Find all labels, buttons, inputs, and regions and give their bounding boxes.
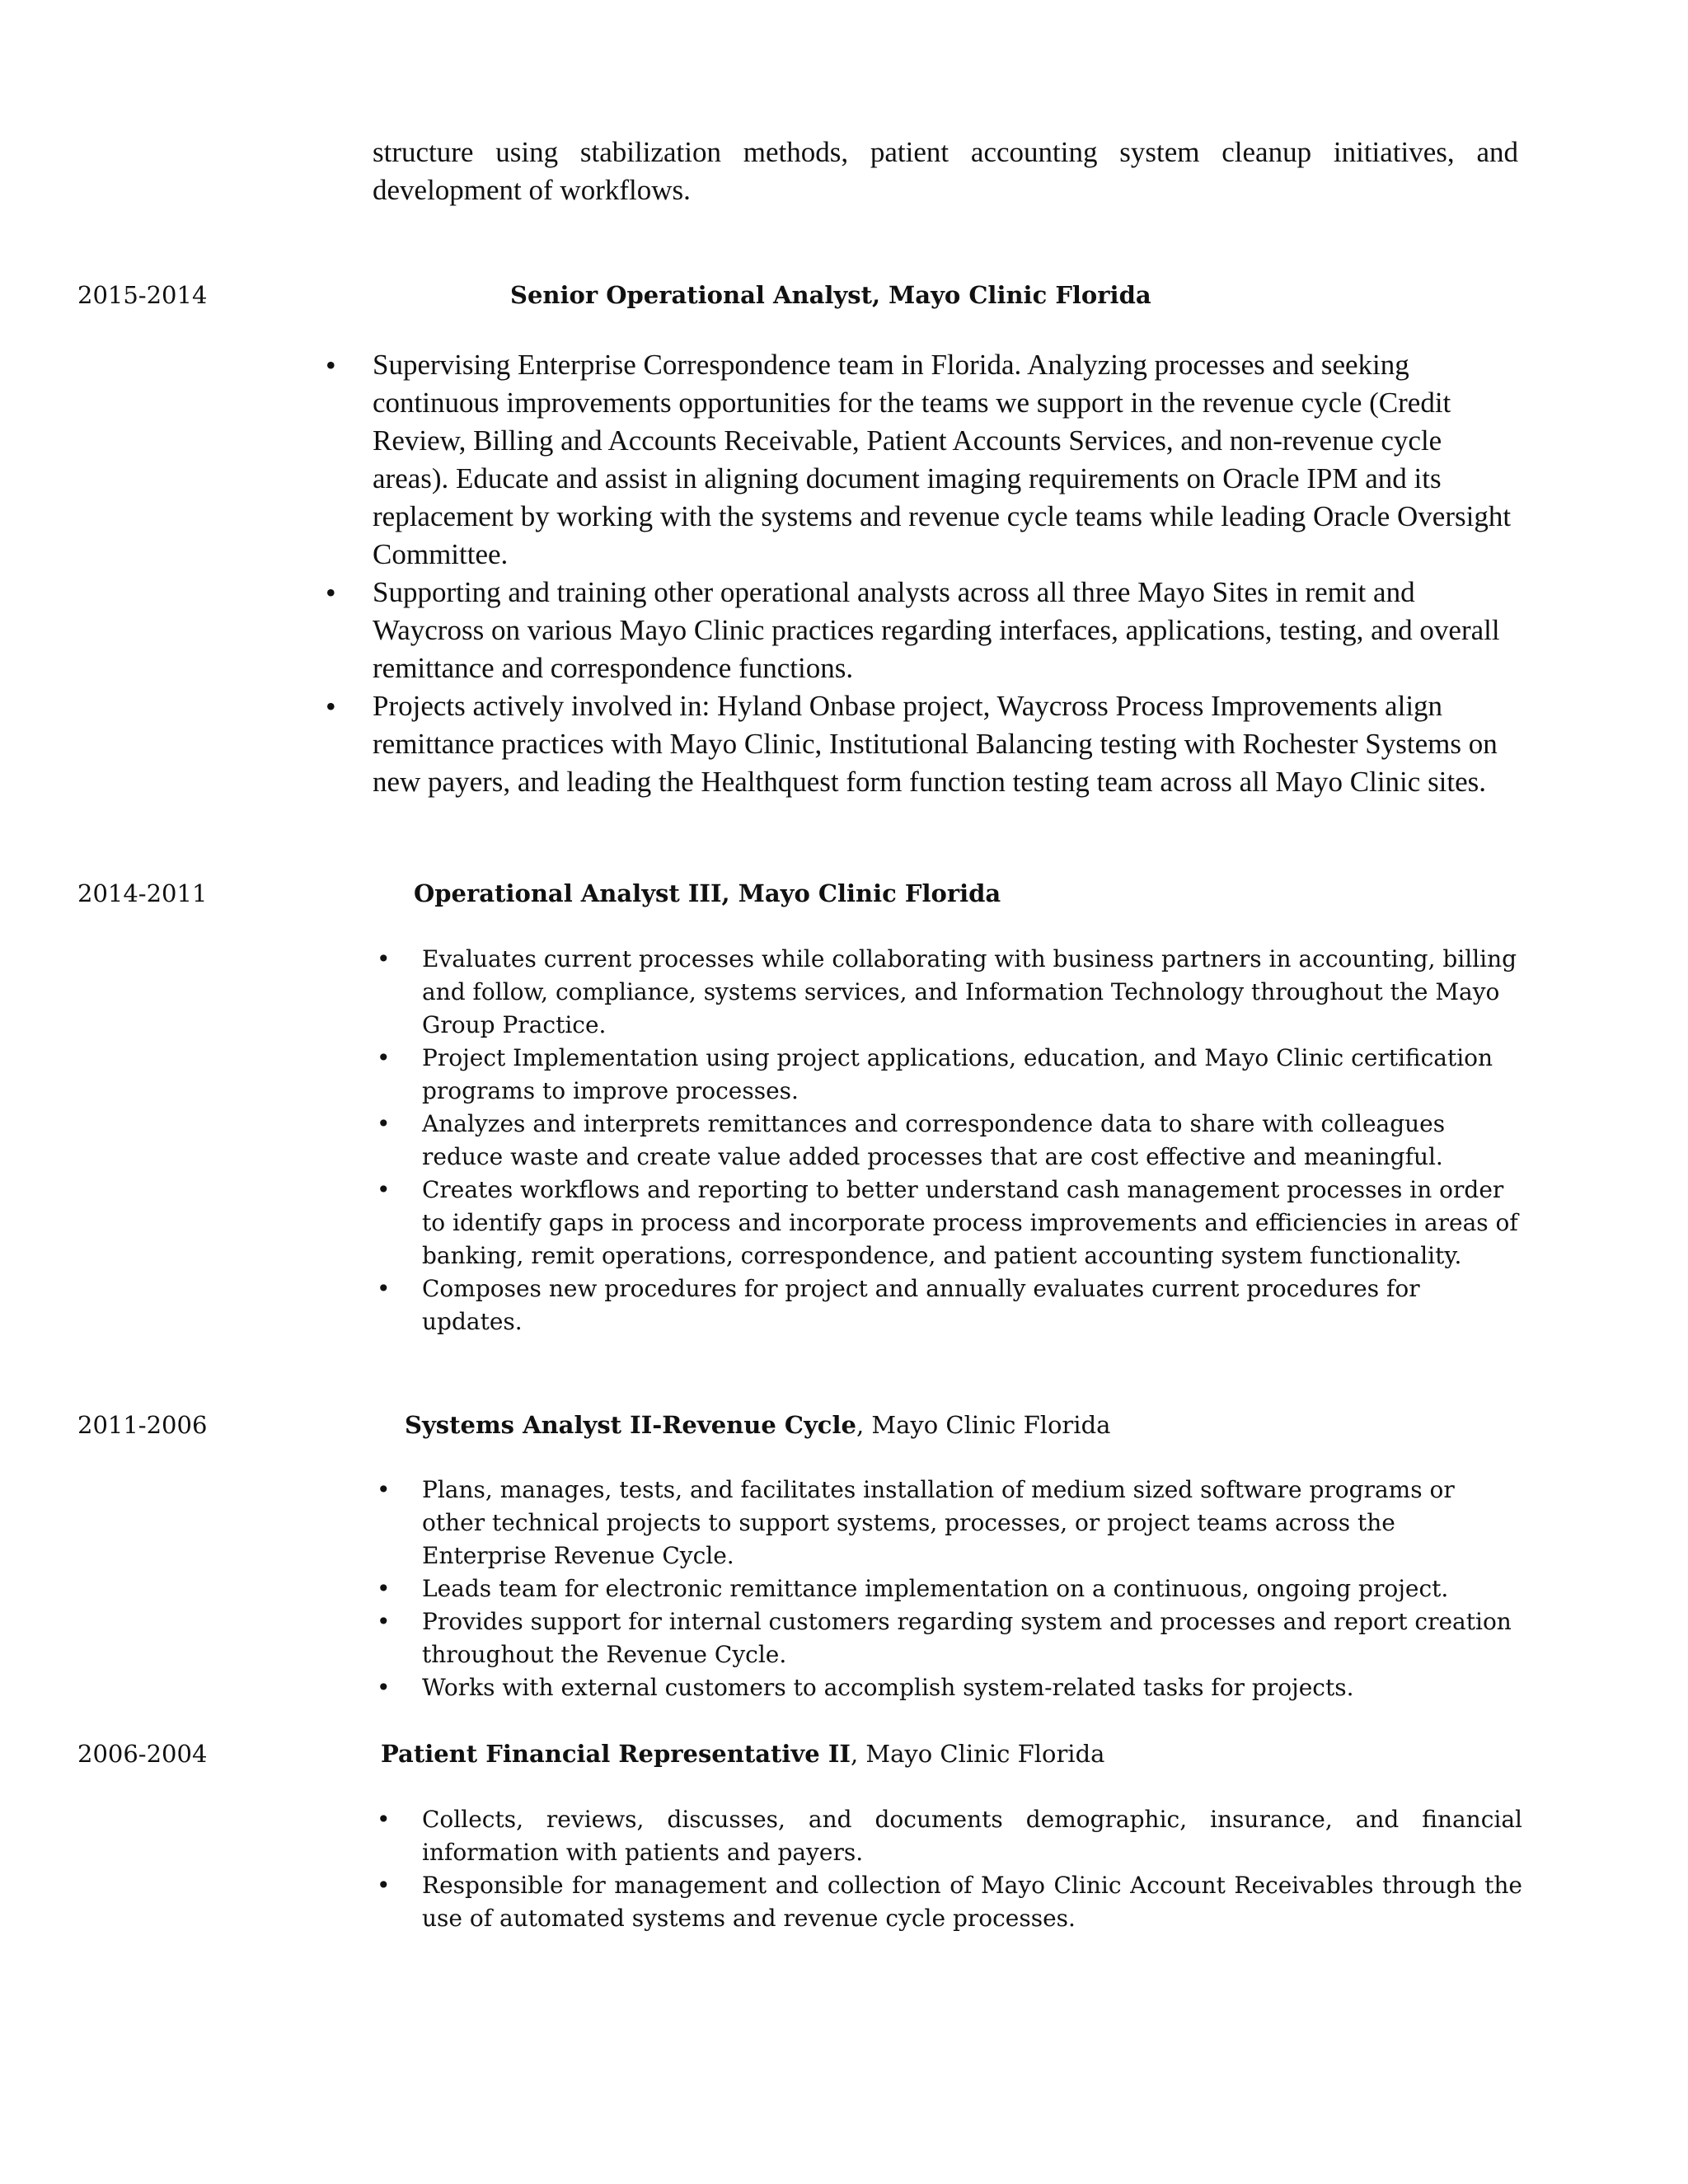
job-1-bullet-3: • Projects actively involved in: Hyland Onbase project, Waycross Process Improvements align remittance practices with Mayo Clinic, Institutional Balancing testing with Rochester Systems on new payers, and leading the Healthquest form function testing team across all Mayo Clinic sites. (373, 687, 1522, 801)
job-2-bullets (422, 943, 1522, 1338)
job-4-title-bold: Patient Financial Representative II (381, 1740, 851, 1768)
job-3-bullet-2: • Leads team for electronic remittance implementation on a continuous, ongoing project. (422, 1572, 1522, 1605)
job-4-bullet-2: • Responsible for management and collection of Mayo Clinic Account Receivables through the use of automated systems and revenue cycle processes. (422, 1869, 1522, 1935)
job-4-title (381, 1739, 1104, 1769)
job-1-years: 2015-2014 (77, 281, 208, 309)
job-2-bullet-2: • Project Implementation using project applications, education, and Mayo Clinic certification programs to improve processes. (422, 1042, 1522, 1108)
job-1-bullets (373, 346, 1522, 801)
job-1-title (510, 280, 1151, 310)
job-3-bullet-3: • Provides support for internal customers regarding system and processes and report creation throughout the Revenue Cycle. (422, 1605, 1522, 1671)
job-3-bullets (422, 1474, 1522, 1704)
job-2-bullet-1: • Evaluates current processes while collaborating with business partners in accounting, billing and follow, compliance, systems services, and Information Technology throughout the Mayo Group Practice. (422, 943, 1522, 1042)
job-4-bullets (422, 1803, 1522, 1935)
job-2-bullet-4: • Creates workflows and reporting to better understand cash management processes in order to identify gaps in process and incorporate process improvements and efficiencies in areas of banking, remit operations, correspondence, and patient accounting system functionality. (422, 1174, 1522, 1272)
job-1-bullet-1: • Supervising Enterprise Correspondence team in Florida. Analyzing processes and seeking continuous improvements opportunities for the teams we support in the revenue cycle (Credit Review, Billing and Accounts Receivable, Patient Accounts Services, and non-revenue cycle areas). Educate and assist in aligning document imaging requirements on Oracle IPM and its replacement by working with the systems and revenue cycle teams while leading Oracle Oversight Committee. (373, 346, 1522, 574)
job-1-title-text: Senior Operational Analyst, Mayo Clinic Florida (510, 281, 1151, 309)
job-2-years: 2014-2011 (77, 879, 208, 907)
job-2-title-text: Operational Analyst III, Mayo Clinic Florida (414, 879, 1001, 907)
job-3-bullet-1: • Plans, manages, tests, and facilitates installation of medium sized software programs or other technical projects to support systems, processes, or project teams across the Enterprise Revenue Cycle. (422, 1474, 1522, 1572)
job-1-bullet-2: • Supporting and training other operational analysts across all three Mayo Sites in remit and Waycross on various Mayo Clinic practices regarding interfaces, applications, testing, and overall remittance and correspondence functions. (373, 574, 1522, 687)
job-3-years: 2011-2006 (77, 1411, 208, 1439)
intro-paragraph (373, 134, 1518, 209)
intro-line-2: development of workflows. (373, 174, 691, 206)
job-4-years: 2006-2004 (77, 1740, 208, 1768)
job-2-bullet-3: • Analyzes and interprets remittances and correspondence data to share with colleagues reduce waste and create value added processes that are cost effective and meaningful. (422, 1108, 1522, 1174)
job-4-title-org: , Mayo Clinic Florida (850, 1740, 1105, 1768)
job-3-title (405, 1410, 1110, 1440)
job-3-title-bold: Systems Analyst II-Revenue Cycle (405, 1411, 856, 1439)
job-3-title-org: , Mayo Clinic Florida (856, 1411, 1111, 1439)
job-2-bullet-5: • Composes new procedures for project and annually evaluates current procedures for updates. (422, 1272, 1522, 1338)
intro-line-1: structure using stabilization methods, patient accounting system cleanup initiatives, and (373, 136, 1518, 168)
job-2-title (414, 879, 1001, 908)
job-3-bullet-4: • Works with external customers to accomplish system-related tasks for projects. (422, 1671, 1522, 1704)
job-4-bullet-1: • Collects, reviews, discusses, and documents demographic, insurance, and financial information with patients and payers. (422, 1803, 1522, 1869)
